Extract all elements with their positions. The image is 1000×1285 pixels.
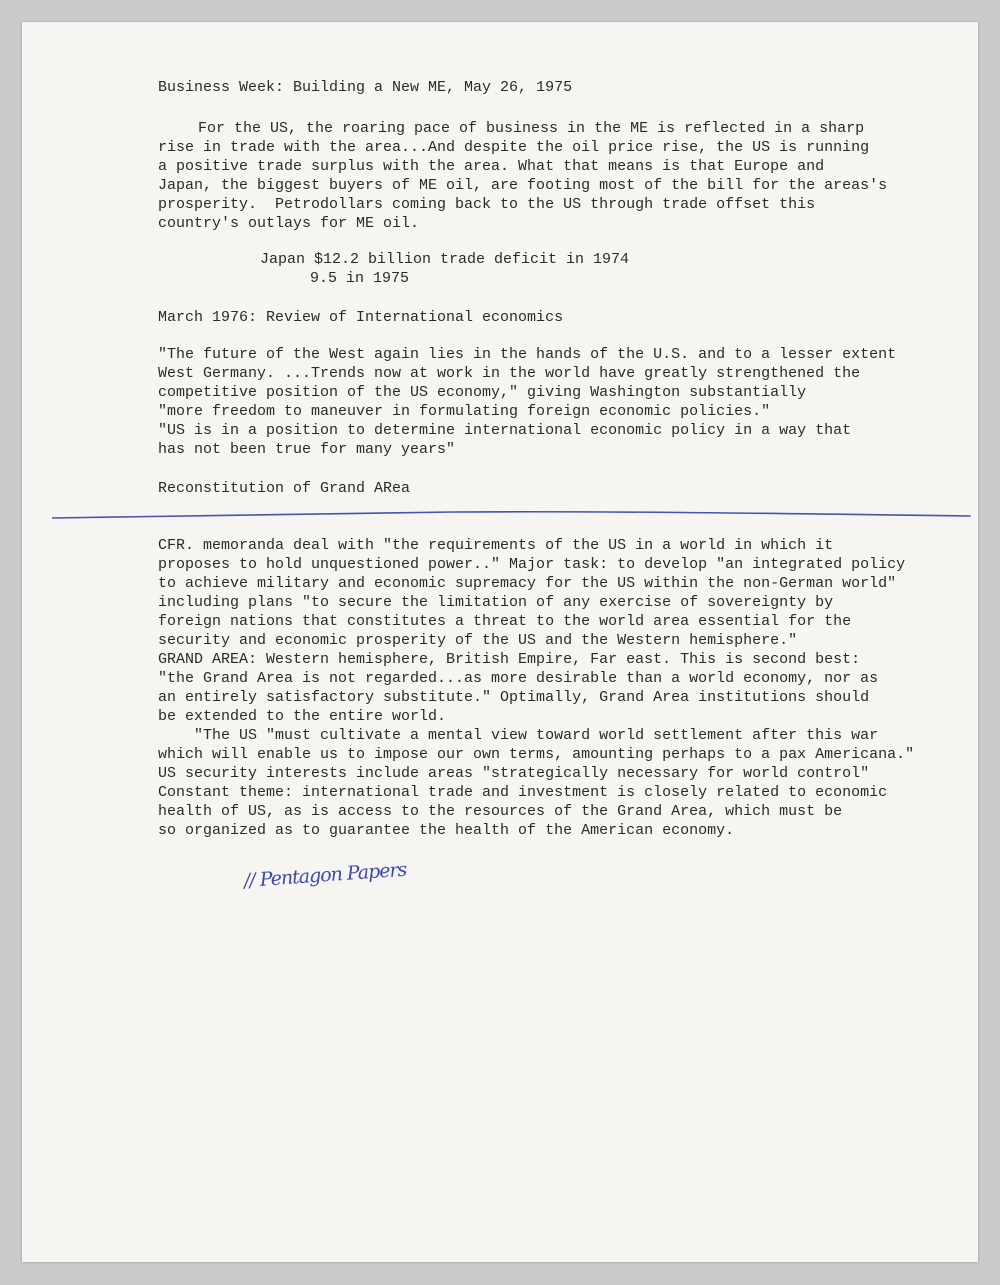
text-line: GRAND AREA: Western hemisphere, British Empire, Far east. This is second best: bbox=[158, 651, 861, 668]
text-line: "US is in a position to determine international economic policy in a way that bbox=[158, 422, 852, 439]
pen-divider-line bbox=[52, 510, 972, 524]
text-line: CFR. memoranda deal with "the requirements of the US in a world in which it bbox=[158, 537, 834, 554]
heading-review-international-economics: March 1976: Review of International economics bbox=[158, 309, 564, 326]
text-line: which will enable us to impose our own terms, amounting perhaps to a pax Americana." bbox=[158, 746, 915, 763]
text-line: competitive position of the US economy," giving Washington substantially bbox=[158, 384, 807, 401]
handwritten-note: // Pentagon Papers bbox=[243, 858, 407, 892]
document-page bbox=[22, 22, 978, 1262]
text-line: West Germany. ...Trends now at work in the world have greatly strengthened the bbox=[158, 365, 861, 382]
text-line: has not been true for many years" bbox=[158, 441, 456, 458]
text-line: Japan, the biggest buyers of ME oil, are footing most of the bill for the areas's bbox=[158, 177, 888, 194]
text-line: "the Grand Area is not regarded...as more desirable than a world economy, nor as bbox=[158, 670, 879, 687]
text-line: security and economic prosperity of the US and the Western hemisphere." bbox=[158, 632, 798, 649]
text-line: US security interests include areas "strategically necessary for world control" bbox=[158, 765, 870, 782]
text-line: Constant theme: international trade and investment is closely related to economic bbox=[158, 784, 888, 801]
text-line: "more freedom to maneuver in formulating foreign economic policies." bbox=[158, 403, 771, 420]
text-line: "The US "must cultivate a mental view toward world settlement after this war bbox=[158, 727, 879, 744]
text-line: a positive trade surplus with the area. What that means is that Europe and bbox=[158, 158, 825, 175]
text-line: to achieve military and economic supremacy for the US within the non-German world" bbox=[158, 575, 897, 592]
text-line: be extended to the entire world. bbox=[158, 708, 447, 725]
heading-grand-area: Reconstitution of Grand ARea bbox=[158, 480, 411, 497]
text-line: including plans "to secure the limitation of any exercise of sovereignty by bbox=[158, 594, 834, 611]
text-line: rise in trade with the area...And despite the oil price rise, the US is running bbox=[158, 139, 870, 156]
text-line: an entirely satisfactory substitute." Optimally, Grand Area institutions should bbox=[158, 689, 870, 706]
text-line: proposes to hold unquestioned power.." Major task: to develop "an integrated policy bbox=[158, 556, 906, 573]
text-line: For the US, the roaring pace of business in the ME is reflected in a sharp bbox=[198, 120, 865, 137]
text-line: prosperity. Petrodollars coming back to the US through trade offset this bbox=[158, 196, 816, 213]
heading-business-week: Business Week: Building a New ME, May 26, 1975 bbox=[158, 79, 573, 96]
text-line: country's outlays for ME oil. bbox=[158, 215, 420, 232]
text-line: so organized as to guarantee the health of the American economy. bbox=[158, 822, 735, 839]
text-line: 9.5 in 1975 bbox=[310, 270, 410, 287]
text-line: Japan $12.2 billion trade deficit in 1974 bbox=[260, 251, 630, 268]
text-line: "The future of the West again lies in the hands of the U.S. and to a lesser extent bbox=[158, 346, 897, 363]
text-line: foreign nations that constitutes a threat to the world area essential for the bbox=[158, 613, 852, 630]
text-line: health of US, as is access to the resources of the Grand Area, which must be bbox=[158, 803, 843, 820]
